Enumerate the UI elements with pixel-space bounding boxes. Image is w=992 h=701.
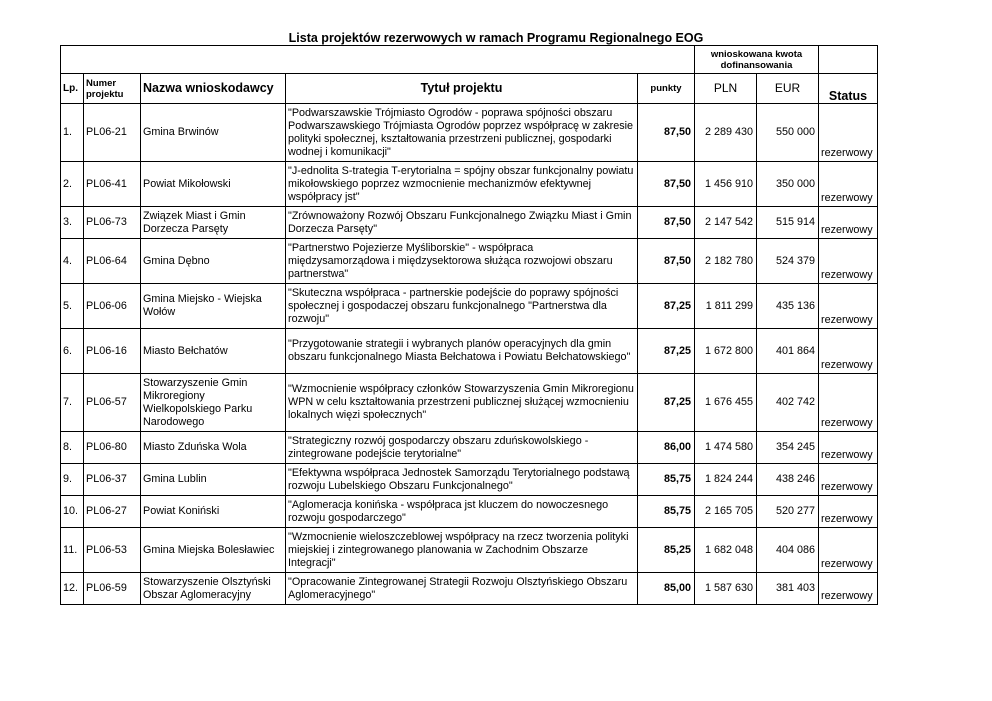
cell-numer: PL06-53	[84, 528, 141, 573]
cell-nazwa: Powiat Mikołowski	[141, 162, 286, 207]
cell-tytul: "Skuteczna współpraca - partnerskie podejście do poprawy spójności społecznej i gospodaczej obszaru funkcjonalnego "Partnerstwa dla rozwoju"	[286, 284, 638, 329]
cell-lp: 6.	[61, 329, 84, 374]
cell-tytul: "Wzmocnienie współpracy członków Stowarzyszenia Gmin Mikroregionu WPN w celu kształtowania przestrzeni publicznej służącej wzmocnieniu lokalnych więzi społecznych"	[286, 374, 638, 432]
cell-numer: PL06-16	[84, 329, 141, 374]
header-lp: Lp.	[61, 74, 84, 104]
header-eur: EUR	[757, 74, 819, 104]
header-nazwa: Nazwa wnioskodawcy	[141, 74, 286, 104]
cell-pln: 1 456 910	[695, 162, 757, 207]
table-row	[61, 207, 878, 239]
header-status-top	[819, 46, 878, 74]
cell-lp: 4.	[61, 239, 84, 284]
cell-punkty: 85,75	[638, 464, 695, 496]
cell-tytul: "J-ednolita S-trategia T-erytorialna = spójny obszar funkcjonalny powiatu mikołowskiego poprzez wzmocnienie mechanizmów efektywnej współpracy jst"	[286, 162, 638, 207]
cell-status: rezerwowy	[819, 207, 878, 239]
projects-table	[60, 45, 878, 605]
header-tytul: Tytuł projektu	[286, 74, 638, 104]
cell-punkty: 86,00	[638, 432, 695, 464]
header-row-top	[61, 46, 878, 74]
header-status: Status	[819, 74, 878, 104]
table-row	[61, 573, 878, 605]
cell-tytul: "Strategiczny rozwój gospodarczy obszaru zduńskowolskiego - zintegrowane podejście terytorialne"	[286, 432, 638, 464]
cell-numer: PL06-06	[84, 284, 141, 329]
cell-eur: 515 914	[757, 207, 819, 239]
cell-numer: PL06-27	[84, 496, 141, 528]
cell-lp: 3.	[61, 207, 84, 239]
cell-pln: 1 587 630	[695, 573, 757, 605]
cell-tytul: "Partnerstwo Pojezierze Myśliborskie" - współpraca międzysamorządowa i międzysektorowa służąca rozwojowi obszaru partnerstwa"	[286, 239, 638, 284]
table-row	[61, 104, 878, 162]
cell-pln: 1 824 244	[695, 464, 757, 496]
cell-status: rezerwowy	[819, 104, 878, 162]
cell-status: rezerwowy	[819, 496, 878, 528]
cell-lp: 8.	[61, 432, 84, 464]
cell-eur: 350 000	[757, 162, 819, 207]
cell-eur: 550 000	[757, 104, 819, 162]
cell-tytul: "Podwarszawskie Trójmiasto Ogrodów - poprawa spójności obszaru Podwarszawskiego Trójmiasta Ogrodów poprzez współpracę w zakresie polityki społecznej, kształtowania przestrzeni publicznej, gospodarki wodnej i komunikacji"	[286, 104, 638, 162]
cell-eur: 520 277	[757, 496, 819, 528]
cell-tytul: "Aglomeracja konińska - współpraca jst kluczem do nowoczesnego rozwoju gospodarczego"	[286, 496, 638, 528]
table-row	[61, 329, 878, 374]
cell-lp: 1.	[61, 104, 84, 162]
cell-numer: PL06-37	[84, 464, 141, 496]
header-kwota: wnioskowana kwota dofinansowania	[695, 46, 819, 74]
cell-pln: 1 672 800	[695, 329, 757, 374]
header-punkty: punkty	[638, 74, 695, 104]
table-row	[61, 432, 878, 464]
cell-tytul: "Wzmocnienie wieloszczeblowej współpracy na rzecz tworzenia polityki miejskiej i zintegrowanego planowania w Zachodnim Obszarze Integracji"	[286, 528, 638, 573]
cell-nazwa: Gmina Miejsko - Wiejska Wołów	[141, 284, 286, 329]
cell-status: rezerwowy	[819, 329, 878, 374]
cell-nazwa: Gmina Miejska Bolesławiec	[141, 528, 286, 573]
cell-status: rezerwowy	[819, 162, 878, 207]
cell-lp: 7.	[61, 374, 84, 432]
cell-eur: 402 742	[757, 374, 819, 432]
cell-pln: 2 182 780	[695, 239, 757, 284]
cell-eur: 438 246	[757, 464, 819, 496]
cell-eur: 401 864	[757, 329, 819, 374]
table-row	[61, 464, 878, 496]
cell-nazwa: Związek Miast i Gmin Dorzecza Parsęty	[141, 207, 286, 239]
cell-punkty: 87,50	[638, 239, 695, 284]
cell-punkty: 87,25	[638, 374, 695, 432]
cell-lp: 5.	[61, 284, 84, 329]
cell-status: rezerwowy	[819, 528, 878, 573]
cell-pln: 1 676 455	[695, 374, 757, 432]
cell-status: rezerwowy	[819, 239, 878, 284]
header-spacer	[61, 46, 695, 74]
cell-nazwa: Powiat Koniński	[141, 496, 286, 528]
cell-punkty: 85,75	[638, 496, 695, 528]
cell-pln: 2 165 705	[695, 496, 757, 528]
cell-status: rezerwowy	[819, 374, 878, 432]
cell-punkty: 87,50	[638, 207, 695, 239]
cell-eur: 381 403	[757, 573, 819, 605]
cell-status: rezerwowy	[819, 464, 878, 496]
cell-tytul: "Efektywna współpraca Jednostek Samorządu Terytorialnego podstawą rozwoju Lubelskiego Obszaru Funkcjonalnego"	[286, 464, 638, 496]
header-row	[61, 74, 878, 104]
cell-nazwa: Miasto Zduńska Wola	[141, 432, 286, 464]
cell-lp: 11.	[61, 528, 84, 573]
cell-numer: PL06-64	[84, 239, 141, 284]
table-row	[61, 374, 878, 432]
header-numer: Numer projektu	[84, 74, 141, 104]
cell-tytul: "Przygotowanie strategii i wybranych planów operacyjnych dla gmin obszaru funkcjonalnego Miasta Bełchatowa i Powiatu Bełchatowskiego"	[286, 329, 638, 374]
cell-lp: 2.	[61, 162, 84, 207]
cell-numer: PL06-59	[84, 573, 141, 605]
cell-eur: 404 086	[757, 528, 819, 573]
cell-status: rezerwowy	[819, 432, 878, 464]
cell-punkty: 87,25	[638, 329, 695, 374]
cell-lp: 9.	[61, 464, 84, 496]
table-row	[61, 496, 878, 528]
cell-nazwa: Gmina Brwinów	[141, 104, 286, 162]
cell-punkty: 87,50	[638, 104, 695, 162]
cell-eur: 435 136	[757, 284, 819, 329]
cell-numer: PL06-41	[84, 162, 141, 207]
cell-pln: 1 682 048	[695, 528, 757, 573]
cell-nazwa: Miasto Bełchatów	[141, 329, 286, 374]
cell-status: rezerwowy	[819, 284, 878, 329]
cell-lp: 10.	[61, 496, 84, 528]
cell-pln: 1 474 580	[695, 432, 757, 464]
cell-punkty: 85,00	[638, 573, 695, 605]
table-row	[61, 528, 878, 573]
cell-numer: PL06-73	[84, 207, 141, 239]
cell-numer: PL06-21	[84, 104, 141, 162]
cell-punkty: 87,25	[638, 284, 695, 329]
cell-punkty: 87,50	[638, 162, 695, 207]
cell-status: rezerwowy	[819, 573, 878, 605]
cell-eur: 354 245	[757, 432, 819, 464]
cell-pln: 2 147 542	[695, 207, 757, 239]
cell-nazwa: Gmina Lublin	[141, 464, 286, 496]
header-pln: PLN	[695, 74, 757, 104]
document-title: Lista projektów rezerwowych w ramach Programu Regionalnego EOG	[288, 31, 704, 45]
cell-nazwa: Gmina Dębno	[141, 239, 286, 284]
table-row	[61, 162, 878, 207]
cell-tytul: "Zrównoważony Rozwój Obszaru Funkcjonalnego Związku Miast i Gmin Dorzecza Parsęty"	[286, 207, 638, 239]
table-row	[61, 284, 878, 329]
cell-lp: 12.	[61, 573, 84, 605]
table-row	[61, 239, 878, 284]
table-body	[61, 46, 878, 605]
cell-pln: 1 811 299	[695, 284, 757, 329]
cell-numer: PL06-80	[84, 432, 141, 464]
cell-nazwa: Stowarzyszenie Olsztyński Obszar Aglomeracyjny	[141, 573, 286, 605]
cell-pln: 2 289 430	[695, 104, 757, 162]
cell-tytul: "Opracowanie Zintegrowanej Strategii Rozwoju Olsztyńskiego Obszaru Aglomeracyjnego"	[286, 573, 638, 605]
cell-punkty: 85,25	[638, 528, 695, 573]
cell-numer: PL06-57	[84, 374, 141, 432]
cell-nazwa: Stowarzyszenie Gmin Mikroregiony Wielkopolskiego Parku Narodowego	[141, 374, 286, 432]
cell-eur: 524 379	[757, 239, 819, 284]
